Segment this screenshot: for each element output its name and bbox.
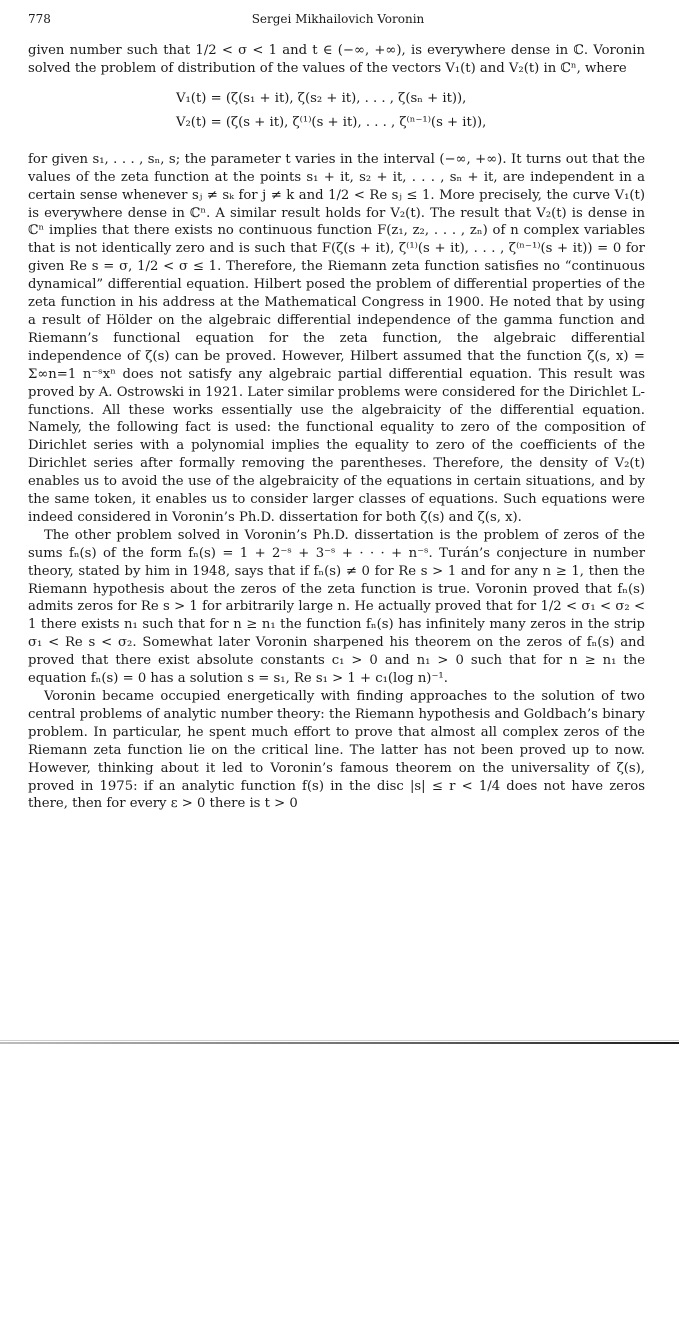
running-head: Sergei Mikhailovich Voronin	[251, 12, 425, 26]
paragraph-universality: Voronin became occupied energetically with finding approaches to the solution of two central problems of analytic number theory: the Riemann hypothesis and Goldbach’s binary problem. In particular, he spent much effort to prove that almost all complex zeros of the Riemann zeta function lie on the critical line. The latter has not been proved up to now. However, thinking about it led to Voronin’s famous theorem on the universality of ζ(s), proved in 1975: if an analytic function f(s) in the disc |s| ≤ r < 1/4 does not have zeros there, then for every ε > 0 there is t > 0	[28, 689, 645, 812]
equation-v1: V₁(t) = (ζ(s₁ + it), ζ(s₂ + it), . . . , ζ(sₙ + it)),	[176, 90, 467, 106]
page-header	[28, 12, 648, 32]
equation-v2: V₂(t) = (ζ(s + it), ζ⁽¹⁾(s + it), . . . , ζ⁽ⁿ⁻¹⁾(s + it)),	[176, 114, 487, 130]
paragraph-intro: given number such that 1/2 < σ < 1 and t ∈ (−∞, +∞), is everywhere dense in ℂ. Voronin solved the problem of distribution of the values of the vectors V₁(t) and V₂(t) in ℂⁿ, where	[28, 43, 645, 76]
paragraph-zeros: The other problem solved in Voronin’s Ph.D. dissertation is the problem of zeros of the sums fₙ(s) of the form fₙ(s) = 1 + 2⁻ˢ + 3⁻ˢ + · · · + n⁻ˢ. Turán’s conjecture in number theory, stated by him in 1948, says that if fₙ(s) ≠ 0 for Re s > 1 and for any n ≥ 1, then the Riemann hypothesis about the zeros of the zeta function is true. Voronin proved that fₙ(s) admits zeros for Re s > 1 for arbitrarily large n. He actually proved that for 1/2 < σ₁ < σ₂ < 1 there exists n₁ such that for n ≥ n₁ the function fₙ(s) has infinitely many zeros in the strip σ₁ < Re s < σ₂. Somewhat later Voronin sharpened his theorem on the zeros of fₙ(s) and proved that there exist absolute constants c₁ > 0 and n₁ > 0 such that for n ≥ n₁ the equation fₙ(s) = 0 has a solution s = s₁, Re s₁ > 1 + c₁(log n)⁻¹.	[28, 527, 645, 687]
scan-edge-rule	[0, 1040, 679, 1044]
article-body	[28, 42, 645, 813]
page-number: 778	[28, 12, 51, 26]
display-equations	[176, 87, 645, 135]
paragraph-density: for given s₁, . . . , sₙ, s; the parameter t varies in the interval (−∞, +∞). It turns out that the values of the zeta function at the points s₁ + it, s₂ + it, . . . , sₙ + it, are independent in a certain sense whenever sⱼ ≠ sₖ for j ≠ k and 1/2 < Re sⱼ ≤ 1. More precisely, the curve V₁(t) is everywhere dense in ℂⁿ. A similar result holds for V₂(t). The result that V₂(t) is dense in ℂⁿ implies that there exists no continuous function F(z₁, z₂, . . . , zₙ) of n complex variables that is not identically zero and is such that F(ζ(s + it), ζ⁽¹⁾(s + it), . . . , ζ⁽ⁿ⁻¹⁾(s + it)) = 0 for given Re s = σ, 1/2 < σ ≤ 1. Therefore, the Riemann zeta function satisfies no “continuous dynamical” differential equation. Hilbert posed the problem of differential properties of the zeta function in his address at the Mathematical Congress in 1900. He noted that by using a result of Hölder on the algebraic differential independence of the gamma function and Riemann’s functional equation for the zeta function, the algebraic differential independence of ζ(s) can be proved. However, Hilbert assumed that the function ζ(s, x) = Σ∞n=1 n⁻ˢxⁿ does not satisfy any algebraic partial differential equation. This result was proved by A. Ostrowski in 1921. Later similar problems were considered for the Dirichlet L-functions. All these works essentially use the algebraicity of the differential equation. Namely, the following fact is used: the functional equality to zero of the composition of Dirichlet series with a polynomial implies the equality to zero of the coefficients of the Dirichlet series after formally removing the parentheses. Therefore, the density of V₂(t) enables us to avoid the use of the algebraicity of the equations in certain situations, and by the same token, it enables us to consider larger classes of equations. Such equations were indeed considered in Voronin’s Ph.D. dissertation for both ζ(s) and ζ(s, x).	[28, 151, 645, 525]
